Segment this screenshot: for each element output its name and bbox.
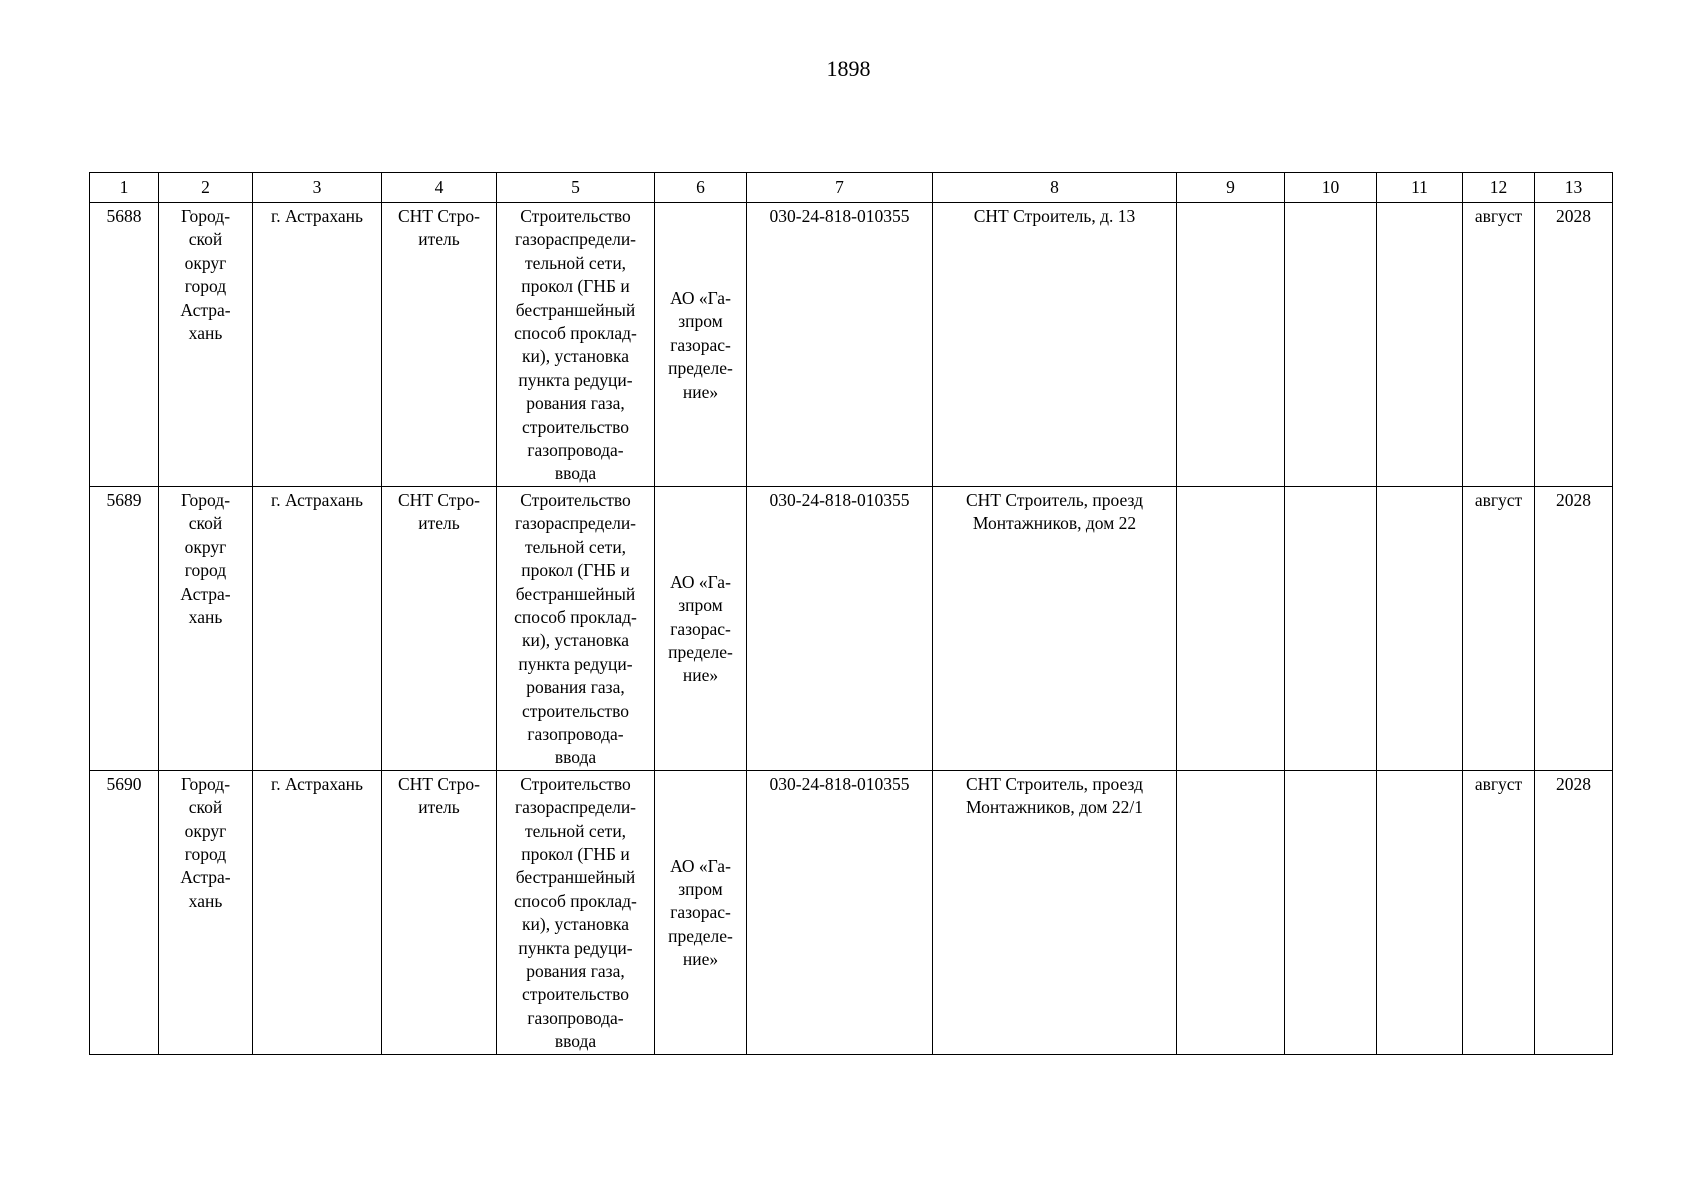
organization-cell xyxy=(655,770,747,1054)
work-description-line: газораспредели- xyxy=(514,513,637,534)
address-line: Монтажников, дом 22/1 xyxy=(966,797,1143,818)
district-line: округ xyxy=(184,820,227,841)
work-description-line: рования газа, xyxy=(526,677,625,698)
work-description-line: газопровода- xyxy=(527,440,624,461)
column-header-7: 7 xyxy=(747,173,933,203)
column-header-13: 13 xyxy=(1535,173,1613,203)
code-cell: 030-24-818-010355 xyxy=(747,770,933,1054)
table-row xyxy=(90,203,1613,487)
organization-line: пределе- xyxy=(668,358,733,379)
address-cell xyxy=(933,203,1177,487)
work-description-line: бестраншейный xyxy=(515,867,636,888)
organization-line: газорас- xyxy=(670,902,731,923)
district-line: Город- xyxy=(180,489,231,510)
organization-cell xyxy=(655,486,747,770)
column-header-12: 12 xyxy=(1463,173,1535,203)
organization-line: зпром xyxy=(678,311,723,332)
district-cell xyxy=(159,770,253,1054)
organization-line: зпром xyxy=(678,595,723,616)
district-line: Город- xyxy=(180,773,231,794)
organization-cell xyxy=(655,203,747,487)
month-cell: август xyxy=(1463,203,1535,487)
snt-line: итель xyxy=(418,797,460,818)
month-cell: август xyxy=(1463,770,1535,1054)
work-description-cell xyxy=(497,486,655,770)
column-header-9: 9 xyxy=(1177,173,1285,203)
district-line: ской xyxy=(188,229,223,250)
work-description-cell xyxy=(497,770,655,1054)
city-cell: г. Астрахань xyxy=(253,203,382,487)
column-header-5: 5 xyxy=(497,173,655,203)
column-11-cell xyxy=(1377,770,1463,1054)
district-cell xyxy=(159,203,253,487)
work-description-line: ки), установка xyxy=(522,630,629,651)
year-cell: 2028 xyxy=(1535,486,1613,770)
address-line: СНТ Строитель, проезд xyxy=(966,773,1143,794)
work-description-line: рования газа, xyxy=(526,961,625,981)
work-description-cell xyxy=(497,203,655,487)
district-line: хань xyxy=(188,323,223,344)
district-line: хань xyxy=(188,890,223,911)
work-description-line: пункта редуци- xyxy=(518,937,633,958)
work-description-line: строительство xyxy=(522,700,629,721)
organization-line: ние» xyxy=(682,665,719,686)
address-line: Монтажников, дом 22 xyxy=(972,513,1137,534)
snt-line: СНТ Стро- xyxy=(397,773,480,794)
work-description-line: прокол (ГНБ и xyxy=(521,560,630,581)
organization-line: пределе- xyxy=(668,925,733,946)
district-line: ской xyxy=(188,797,223,818)
snt-cell xyxy=(382,486,497,770)
column-header-8: 8 xyxy=(933,173,1177,203)
work-description-line: прокол (ГНБ и xyxy=(521,843,630,864)
district-line: Астра- xyxy=(180,299,231,320)
column-10-cell xyxy=(1285,203,1377,487)
row-number-cell: 5690 xyxy=(90,770,159,1054)
city-cell: г. Астрахань xyxy=(253,486,382,770)
column-header-1: 1 xyxy=(90,173,159,203)
column-header-2: 2 xyxy=(159,173,253,203)
snt-cell xyxy=(382,203,497,487)
snt-line: СНТ Стро- xyxy=(397,489,480,510)
district-cell xyxy=(159,486,253,770)
work-description-line: ввода xyxy=(554,747,597,768)
page-number: 1898 xyxy=(826,56,871,81)
work-description-line: рования газа, xyxy=(526,393,625,414)
work-description-line: Строительство xyxy=(520,773,631,794)
organization-line: АО «Га- xyxy=(670,287,731,308)
address-cell xyxy=(933,486,1177,770)
work-description-line: способ проклад- xyxy=(514,890,637,911)
district-line: Астра- xyxy=(180,867,231,888)
work-description-line: газораспредели- xyxy=(514,797,637,818)
work-description-line: способ проклад- xyxy=(514,323,637,344)
column-10-cell xyxy=(1285,486,1377,770)
column-number-row xyxy=(90,173,1613,203)
column-9-cell xyxy=(1177,770,1285,1054)
district-line: город xyxy=(184,560,227,581)
district-line: Астра- xyxy=(180,583,231,604)
organization-line: АО «Га- xyxy=(670,855,731,876)
district-line: ской xyxy=(188,513,223,534)
month-cell: август xyxy=(1463,486,1535,770)
work-description-line: бестраншейный xyxy=(515,583,636,604)
column-header-4: 4 xyxy=(382,173,497,203)
work-description-line: тельной сети, xyxy=(524,536,627,557)
district-line: город xyxy=(184,276,227,297)
organization-line: ние» xyxy=(682,381,719,402)
work-description-line: газопровода- xyxy=(527,1007,624,1028)
column-9-cell xyxy=(1177,486,1285,770)
city-cell: г. Астрахань xyxy=(253,770,382,1054)
code-cell: 030-24-818-010355 xyxy=(747,486,933,770)
work-description-line: прокол (ГНБ и xyxy=(521,276,630,297)
work-description-line: тельной сети, xyxy=(524,252,627,273)
snt-line: итель xyxy=(418,513,460,534)
work-description-line: пункта редуци- xyxy=(518,369,633,390)
registry-table xyxy=(89,172,1613,1055)
organization-line: ние» xyxy=(682,949,719,970)
work-description-line: ки), установка xyxy=(522,346,629,367)
table-body xyxy=(90,203,1613,1055)
work-description-line: бестраншейный xyxy=(515,299,636,320)
column-header-10: 10 xyxy=(1285,173,1377,203)
column-header-3: 3 xyxy=(253,173,382,203)
work-description-line: газораспредели- xyxy=(514,229,637,250)
organization-line: газорас- xyxy=(670,618,731,639)
table-row xyxy=(90,770,1613,1054)
work-description-line: газопровода- xyxy=(527,723,624,744)
work-description-line: Строительство xyxy=(520,206,631,226)
row-number-cell: 5689 xyxy=(90,486,159,770)
snt-cell xyxy=(382,770,497,1054)
address-line: СНТ Строитель, проезд xyxy=(966,489,1143,510)
organization-line: АО «Га- xyxy=(670,571,731,592)
district-line: округ xyxy=(184,252,227,273)
column-9-cell xyxy=(1177,203,1285,487)
address-line: СНТ Строитель, д. 13 xyxy=(973,206,1136,226)
snt-line: СНТ Стро- xyxy=(397,206,480,226)
district-line: Город- xyxy=(180,206,231,226)
organization-line: газорас- xyxy=(670,334,731,355)
district-line: город xyxy=(184,843,227,864)
code-cell: 030-24-818-010355 xyxy=(747,203,933,487)
column-header-11: 11 xyxy=(1377,173,1463,203)
address-cell xyxy=(933,770,1177,1054)
work-description-line: строительство xyxy=(522,984,629,1005)
organization-line: пределе- xyxy=(668,642,733,663)
snt-line: итель xyxy=(418,229,460,250)
work-description-line: ввода xyxy=(554,463,597,484)
district-line: округ xyxy=(184,536,227,557)
organization-line: зпром xyxy=(678,879,723,900)
district-line: хань xyxy=(188,606,223,627)
row-number-cell: 5688 xyxy=(90,203,159,487)
work-description-line: пункта редуци- xyxy=(518,653,633,674)
column-11-cell xyxy=(1377,203,1463,487)
column-10-cell xyxy=(1285,770,1377,1054)
work-description-line: тельной сети, xyxy=(524,820,627,841)
table-row xyxy=(90,486,1613,770)
year-cell: 2028 xyxy=(1535,770,1613,1054)
table-header xyxy=(90,173,1613,203)
year-cell: 2028 xyxy=(1535,203,1613,487)
work-description-line: Строительство xyxy=(520,489,631,510)
work-description-line: строительство xyxy=(522,416,629,437)
column-11-cell xyxy=(1377,486,1463,770)
work-description-line: способ проклад- xyxy=(514,606,637,627)
column-header-6: 6 xyxy=(655,173,747,203)
work-description-line: ввода xyxy=(554,1031,597,1052)
work-description-line: ки), установка xyxy=(522,914,629,935)
